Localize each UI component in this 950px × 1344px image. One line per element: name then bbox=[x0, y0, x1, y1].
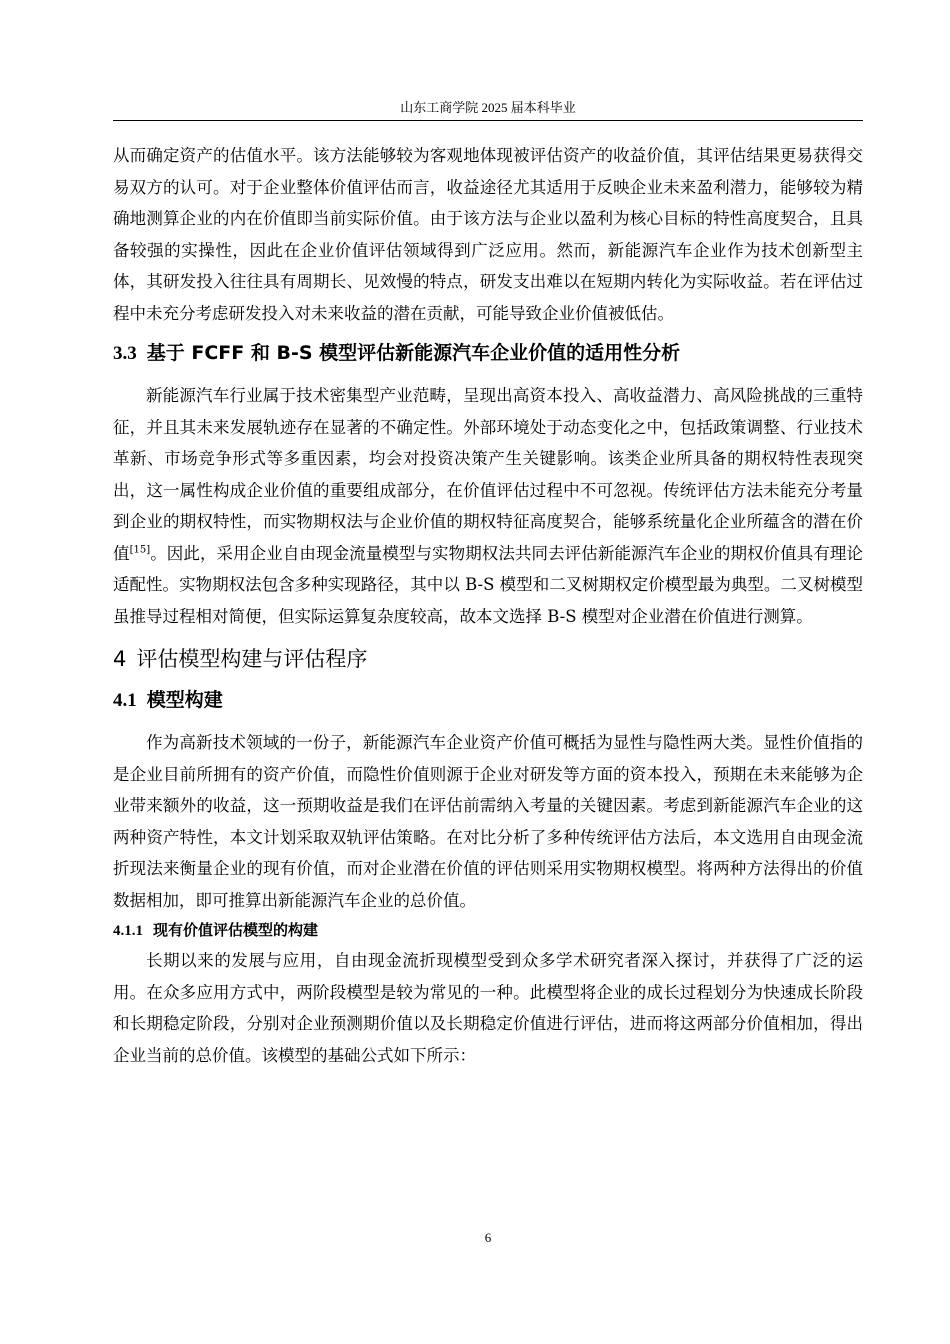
section-number: 4.1.1 bbox=[113, 923, 143, 939]
paragraph-continued: 从而确定资产的估值水平。该方法能够较为客观地体现被评估资产的收益价值，其评估结果更易获得交易双方的认可。对于企业整体价值评估而言，收益途径尤其适用于反映企业未来盈利潜力，能够较为精确地测算企业的内在价值即当前实际价值。由于该方法与企业以盈利为核心目标的特性高度契合，且具备较强的实操性，因此在企业价值评估领域得到广泛应用。然而，新能源汽车企业作为技术创新型主体，其研发投入往往具有周期长、见效慢的特点，研发支出难以在短期内转化为实际收益。若在评估过程中未充分考虑研发投入对未来收益的潜在贡献，可能导致企业价值被低估。 bbox=[113, 146, 863, 323]
citation-marker: [15] bbox=[129, 544, 151, 555]
section-title: 模型构建 bbox=[146, 689, 223, 711]
chapter-title: 评估模型构建与评估程序 bbox=[136, 647, 368, 671]
section-heading-3-3 bbox=[113, 341, 863, 366]
paragraph-applicability bbox=[113, 380, 863, 632]
chapter-heading-4 bbox=[113, 646, 863, 672]
paragraph-current-value-model: 长期以来的发展与应用，自由现金流折现模型受到众多学术研究者深入探讨，并获得了广泛的运用。在众多应用方式中，两阶段模型是较为常见的一种。此模型将企业的成长过程划分为快速成长阶段和长期稳定阶段，分别对企业预测期价值以及长期稳定价值进行评估，进而将这两部分价值相加，得出企业当前的总价值。该模型的基础公式如下所示： bbox=[113, 951, 863, 1065]
page-header: 山东工商学院 2025 届本科毕业 bbox=[400, 100, 576, 115]
section-heading-4-1 bbox=[113, 688, 863, 713]
chapter-number: 4 bbox=[113, 647, 127, 671]
paragraph-text: 。因此，采用企业自由现金流量模型与实物期权法共同去评估新能源汽车企业的期权价值具有理论适配性。实物期权法包含多种实现路径，其中以 B-S 模型和二叉树期权定价模型最为典型。二叉树模型虽推导过程相对简便，但实际运算复杂度较高，故本文选择 B-S 模型对企业潜在价值进行测算。 bbox=[113, 543, 864, 626]
page-number: 6 bbox=[484, 1230, 492, 1245]
section-number: 3.3 bbox=[113, 343, 137, 364]
section-heading-4-1-1 bbox=[113, 920, 863, 941]
section-number: 4.1 bbox=[113, 690, 137, 711]
paragraph-model-construction: 作为高新技术领域的一份子，新能源汽车企业资产价值可概括为显性与隐性两大类。显性价值指的是企业目前所拥有的资产价值，而隐性价值则源于企业对研发等方面的资本投入，预期在未来能够为企业带来额外的收益，这一预期收益是我们在评估前需纳入考量的关键因素。考虑到新能源汽车企业的这两种资产特性，本文计划采取双轨评估策略。在对比分析了多种传统评估方法后，本文选用自由现金流折现法来衡量企业的现有价值，而对企业潜在价值的评估则采用实物期权模型。将两种方法得出的价值数据相加，即可推算出新能源汽车企业的总价值。 bbox=[113, 733, 863, 910]
section-title: 基于 FCFF 和 B-S 模型评估新能源汽车企业价值的适用性分析 bbox=[146, 342, 681, 364]
section-title: 现有价值评估模型的构建 bbox=[153, 921, 319, 939]
page-content bbox=[113, 140, 863, 1071]
paragraph-text: 新能源汽车行业属于技术密集型产业范畴，呈现出高资本投入、高收益潜力、高风险挑战的三重特征，并且其未来发展轨迹存在显著的不确定性。外部环境处于动态变化之中，包括政策调整、行业技术革新、市场竞争形式等多重因素，均会对投资决策产生关键影响。该类企业所具备的期权特性表现突出，这一属性构成企业价值的重要组成部分，在价值评估过程中不可忽视。传统评估方法未能充分考量到企业的期权特性，而实物期权法与企业价值的期权特征高度契合，能够系统量化企业所蕴含的潜在价值 bbox=[113, 386, 863, 563]
header-rule bbox=[113, 120, 863, 121]
